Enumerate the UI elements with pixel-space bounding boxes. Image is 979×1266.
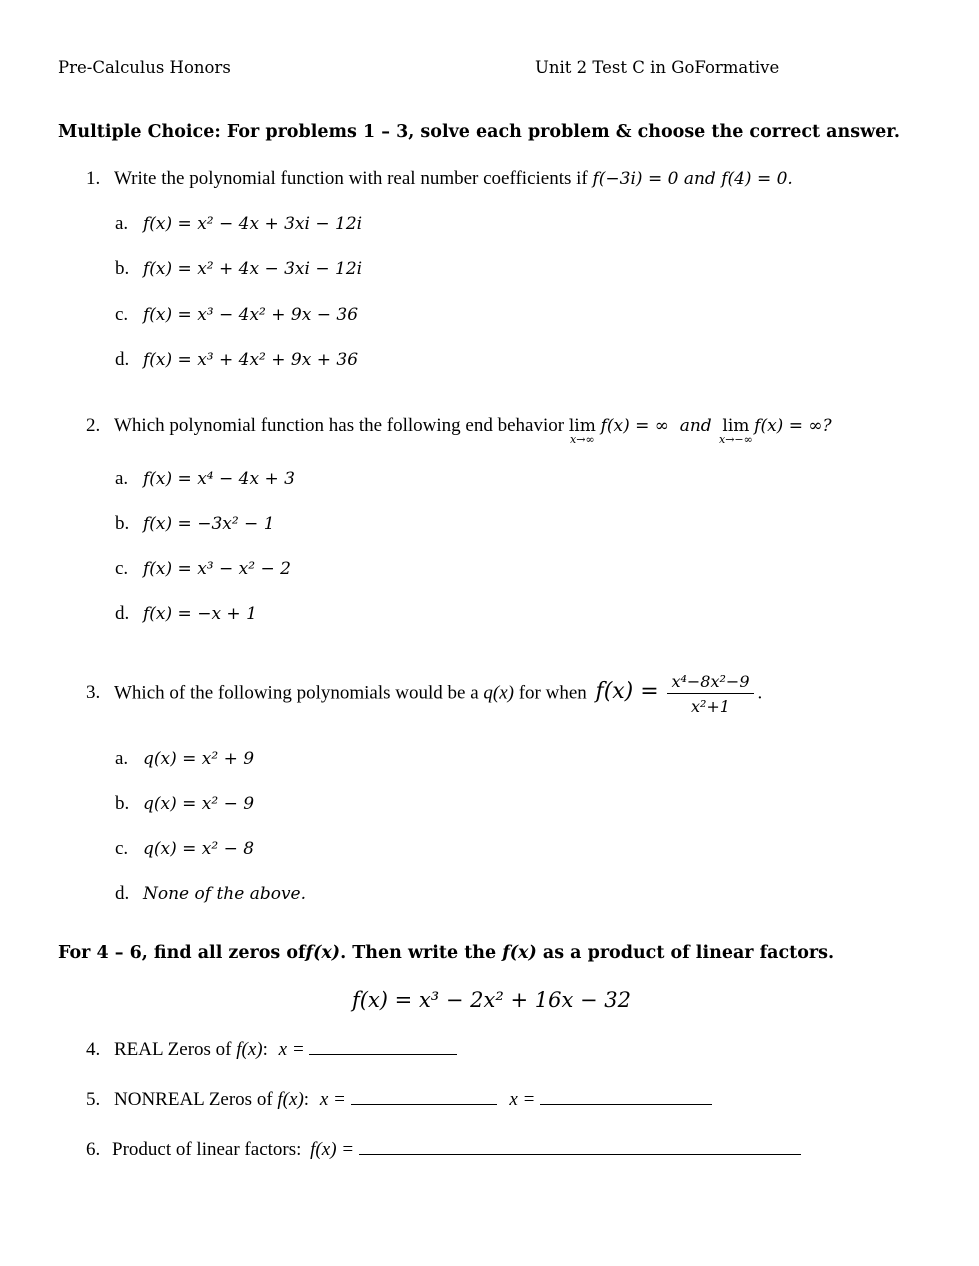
question-label: NONREAL Zeros of [114,1089,273,1110]
question-4 [86,1036,457,1061]
q1-option-d[interactable] [115,349,358,371]
q2-option-b[interactable] [115,513,275,535]
question-text: Which of the following polynomials would be a [114,682,479,704]
fx-label: f(x) [305,943,341,963]
option-text: f(x) = x³ − x² − 2 [143,559,291,579]
limit-1-expression: f(x) = ∞ [600,416,669,436]
limit-1-subscript: x→∞ [570,433,595,446]
colon: : [303,1089,310,1110]
question-1 [86,168,793,190]
section1-instructions: Multiple Choice: For problems 1 – 3, solve each problem & choose the correct answer. [58,122,900,142]
section2-instructions [58,943,834,963]
question-3 [86,672,762,716]
limit-1 [568,416,596,446]
q1-option-c[interactable] [115,304,358,326]
x-label: x = [509,1089,536,1110]
option-label: a. [115,748,129,769]
question-number: 6. [86,1139,101,1160]
x-label: x = [278,1039,305,1060]
lim-word: lim [568,416,596,436]
question-condition: f(−3i) = 0 and f(4) = 0. [592,169,793,189]
option-label: d. [115,603,130,624]
option-text: f(x) = x⁴ − 4x + 3 [143,469,295,489]
question-text-after: for when [518,682,587,704]
question-5 [86,1086,712,1111]
option-label: a. [115,468,129,489]
option-label: a. [115,213,129,234]
q2-option-d[interactable] [115,603,257,625]
answer-blank-linear-factors[interactable] [359,1136,801,1155]
option-text: f(x) = x³ − 4x² + 9x − 36 [143,305,359,325]
colon: : [262,1039,268,1060]
option-text: f(x) = −x + 1 [143,604,257,624]
answer-blank-nonreal-zero-1[interactable] [351,1086,497,1105]
fraction-numerator: x⁴−8x²−9 [667,672,753,694]
answer-blank-nonreal-zero-2[interactable] [540,1086,712,1105]
option-label: c. [115,838,129,859]
option-label: c. [115,558,129,579]
limit-2-subscript: x→−∞ [719,433,753,446]
option-text: f(x) = −3x² − 1 [143,514,275,534]
option-text: f(x) = x² − 4x + 3xi − 12i [143,214,363,234]
q2-option-a[interactable] [115,468,295,490]
fx-label: f(x) [502,943,537,963]
option-label: b. [115,513,130,534]
option-text: f(x) = x² + 4x − 3xi − 12i [143,259,363,279]
q3-option-d[interactable] [115,883,306,905]
question-number: 1. [86,168,101,189]
limit-2-expression: f(x) = ∞? [754,416,832,436]
qx-label: q(x) [483,682,514,704]
rational-fraction [667,672,753,716]
question-2 [86,415,832,446]
fx-label: f(x) = [310,1139,355,1160]
limit-2 [719,416,753,446]
fx-label: f(x) [236,1039,263,1060]
option-label: d. [115,349,130,370]
q3-option-c[interactable] [115,838,254,860]
question-label: REAL Zeros of [114,1039,232,1060]
question-text: Which polynomial function has the following end behavior [114,415,565,436]
period: . [757,682,763,704]
function-display: f(x) = x³ − 2x² + 16x − 32 [352,988,631,1012]
answer-blank-real-zero[interactable] [309,1036,457,1055]
and-word: and [679,416,712,436]
option-text: q(x) = x² − 8 [143,839,255,859]
q2-option-c[interactable] [115,558,291,580]
question-number: 3. [86,682,101,704]
option-label: c. [115,304,129,325]
q1-option-a[interactable] [115,213,362,235]
test-title: Unit 2 Test C in GoFormative [535,58,780,77]
q3-option-a[interactable] [115,748,254,770]
option-text: q(x) = x² + 9 [143,749,255,769]
q3-option-b[interactable] [115,793,254,815]
option-text: None of the above. [143,884,307,904]
question-label: Product of linear factors: [112,1139,302,1160]
section2-text-1: For 4 – 6, find all zeros of [58,943,306,963]
fraction-denominator: x²+1 [690,697,730,716]
fx-label: f(x) [277,1089,304,1110]
x-label: x = [319,1089,346,1110]
fx-label: f(x) = [595,679,659,705]
option-text: q(x) = x² − 9 [143,794,255,814]
section2-text-2: . Then write the [340,943,497,963]
option-text: f(x) = x³ + 4x² + 9x + 36 [143,350,359,370]
section2-text-3: as a product of linear factors. [542,943,835,963]
lim-word: lim [722,416,750,436]
question-number: 2. [86,415,101,436]
option-label: d. [115,883,130,904]
question-text: Write the polynomial function with real number coefficients if [114,168,593,189]
q1-option-b[interactable] [115,258,362,280]
course-title: Pre-Calculus Honors [58,58,231,77]
question-number: 4. [86,1039,101,1060]
question-number: 5. [86,1089,101,1110]
option-label: b. [115,793,130,814]
option-label: b. [115,258,130,279]
question-6 [86,1136,801,1161]
